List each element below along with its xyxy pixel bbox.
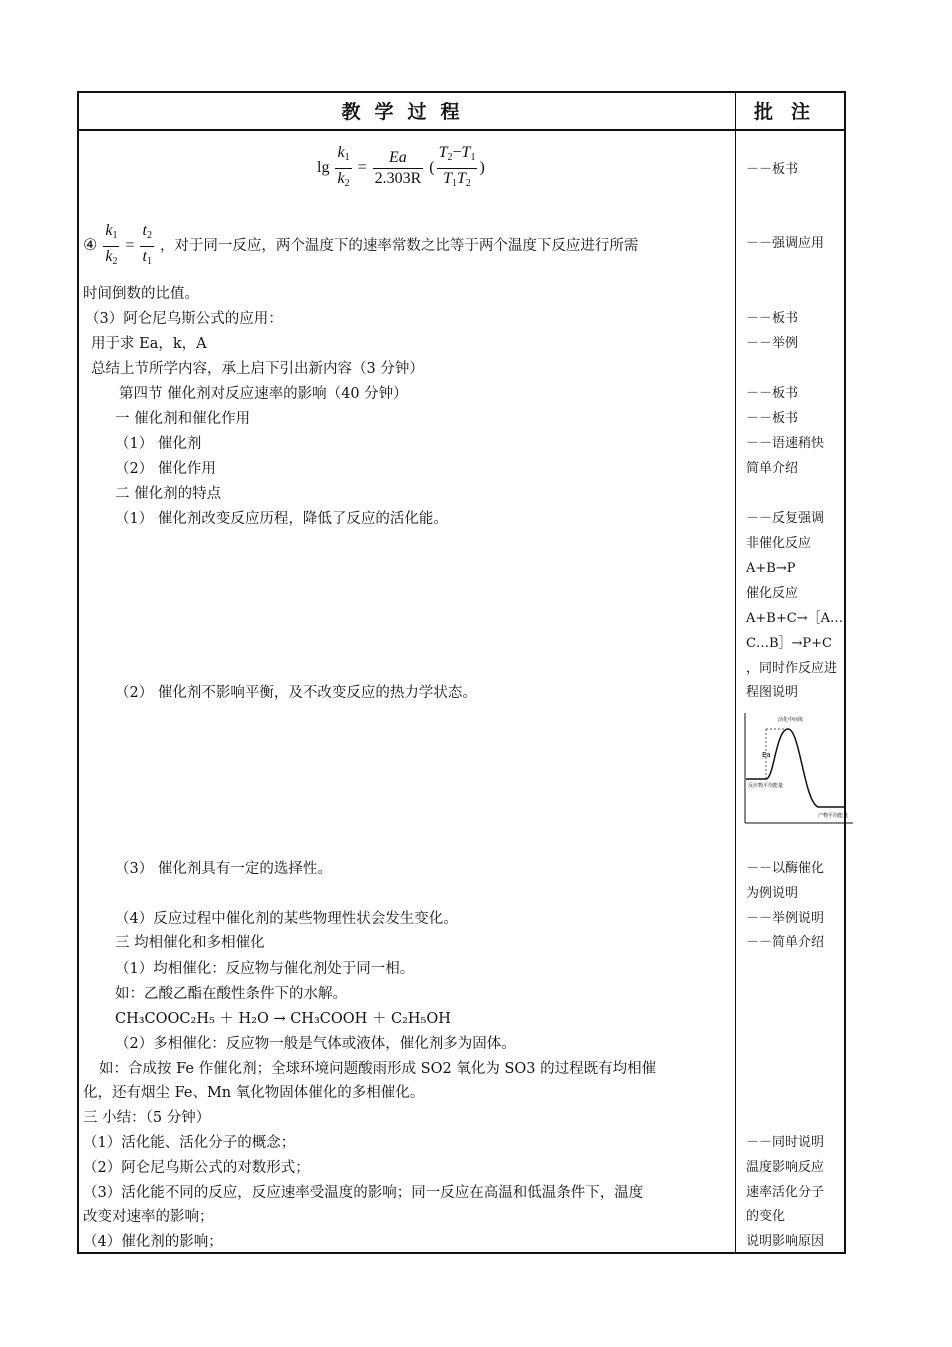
note-line: －－板书 xyxy=(746,311,799,326)
text-line: （1）活化能、活化分子的概念； xyxy=(83,1135,296,1151)
fraction-temperature xyxy=(437,143,478,194)
t2-sub: 2 xyxy=(146,230,152,241)
note-line: －－板书 xyxy=(746,162,799,177)
equals-sign-2: = xyxy=(125,237,135,255)
note-line: A+B→P xyxy=(746,561,796,576)
k2-sub-2: 2 xyxy=(112,256,118,267)
text-line: （2） 催化剂不影响平衡，及不改变反应的热力学状态。 xyxy=(115,685,477,701)
reaction-energy-graph xyxy=(744,711,854,825)
header-divider xyxy=(79,129,844,131)
arrhenius-log-formula xyxy=(317,143,485,194)
t1-num-sub: 1 xyxy=(470,152,476,163)
k2-sub: 2 xyxy=(344,178,350,189)
note-line: A+B+C→［A… xyxy=(746,611,843,626)
right-paren: ) xyxy=(479,159,485,177)
note-line: －－反复强调 xyxy=(746,511,825,526)
note-line: －－以酶催化 xyxy=(746,861,825,876)
note-line: C…B］→P+C xyxy=(746,636,832,651)
fraction-ea xyxy=(373,148,424,189)
text-line: （1） 催化剂 xyxy=(115,436,202,452)
note-line: 温度影响反应 xyxy=(746,1160,825,1175)
header-main: 教学过程 xyxy=(341,101,474,123)
text-line: （4）催化剂的影响； xyxy=(83,1234,223,1250)
t2-symbol: t xyxy=(142,222,147,239)
text-line: 总结上节所学内容，承上启下引出新内容（3 分钟） xyxy=(91,361,424,377)
note-line: 简单介绍 xyxy=(746,461,799,476)
k2-symbol-2: k xyxy=(105,248,113,265)
text-line: （1） 催化剂改变反应历程，降低了反应的活化能。 xyxy=(115,511,448,527)
text-line: 用于求 Ea，k，A xyxy=(91,336,207,352)
t1-den: T xyxy=(443,170,453,187)
fraction-t xyxy=(140,221,153,272)
graph-top-label: 活化中间体 xyxy=(778,717,804,723)
ea-denominator: 2.303R xyxy=(374,170,422,187)
minus-sign: − xyxy=(452,144,462,161)
text-line: 如：乙酸乙酯在酸性条件下的水解。 xyxy=(115,986,347,1002)
k1-symbol: k xyxy=(337,144,345,161)
lesson-table xyxy=(77,91,849,1254)
formula2-text: ，对于同一反应，两个温度下的速率常数之比等于两个温度下反应进行所需 xyxy=(159,238,639,255)
t2-num-sub: 2 xyxy=(447,152,453,163)
rate-ratio-formula xyxy=(83,221,638,272)
circle-four: ④ xyxy=(83,237,98,255)
text-line: 第四节 催化剂对反应速率的影响（40 分钟） xyxy=(119,386,408,402)
fraction-k xyxy=(103,221,119,272)
text-line: （2）阿仑尼乌斯公式的对数形式； xyxy=(83,1160,310,1176)
text-line: （3）活化能不同的反应，反应速率受温度的影响；同一反应在高温和低温条件下，温度 xyxy=(83,1185,644,1201)
t2-den: T xyxy=(457,170,466,187)
text-line: （1）均相催化：反应物与催化剂处于同一相。 xyxy=(115,961,415,977)
note-line: －－同时说明 xyxy=(746,1135,825,1150)
graph-left-label: 反应物平均能量 xyxy=(748,783,784,789)
text-line: （2） 催化作用 xyxy=(115,461,216,477)
ea-symbol: Ea xyxy=(389,149,407,166)
note-line: －－简单介绍 xyxy=(746,935,825,950)
k1-sub-2: 1 xyxy=(112,230,118,241)
t1-den-sub: 1 xyxy=(452,178,458,189)
note-line: 速率活化分子 xyxy=(746,1185,825,1200)
header-note: 批注 xyxy=(753,101,828,123)
t2-den-sub: 2 xyxy=(465,178,471,189)
text-line: 一 催化剂和催化作用 xyxy=(115,411,251,427)
energy-curve xyxy=(746,729,844,807)
formula-lg: lg xyxy=(317,159,330,177)
t1-sub: 1 xyxy=(146,256,152,267)
text-line: 三 小结：（5 分钟） xyxy=(83,1110,211,1126)
fraction-k1-k2 xyxy=(335,143,351,194)
note-line: －－举例 xyxy=(746,336,799,351)
note-line: －－强调应用 xyxy=(746,236,825,251)
text-line: 三 均相催化和多相催化 xyxy=(115,935,265,951)
text-line: （3）阿仑尼乌斯公式的应用： xyxy=(85,311,283,327)
t2-num: T xyxy=(438,144,448,161)
text-line: 时间倒数的比值。 xyxy=(83,286,199,302)
t1-symbol: t xyxy=(142,248,147,265)
note-line: －－举例说明 xyxy=(746,911,825,926)
note-line: 非催化反应 xyxy=(746,536,812,551)
graph-right-label: 产物平均能量 xyxy=(818,813,849,819)
note-line: －－板书 xyxy=(746,411,799,426)
note-line: 程图说明 xyxy=(746,685,799,700)
note-line: ，同时作反应进 xyxy=(746,661,838,676)
graph-ea-label: Ea xyxy=(762,751,771,759)
text-line: 化，还有烟尘 Fe、Mn 氧化物固体催化的多相催化。 xyxy=(83,1085,425,1101)
text-line: （2）多相催化：反应物一般是气体或液体，催化剂多为固体。 xyxy=(115,1036,516,1052)
k2-symbol: k xyxy=(337,170,345,187)
text-line: 如：合成按 Fe 作催化剂；全球环境问题酸雨形成 SO2 氧化为 SO3 的过程既有均相催 xyxy=(99,1061,657,1077)
note-line: －－语速稍快 xyxy=(746,436,825,451)
text-line: 二 催化剂的特点 xyxy=(115,486,222,502)
k1-sub: 1 xyxy=(344,152,350,163)
t1-num: T xyxy=(461,144,471,161)
note-line: 为例说明 xyxy=(746,886,799,901)
note-line: 催化反应 xyxy=(746,586,799,601)
equals-sign: = xyxy=(357,159,367,177)
column-divider xyxy=(735,93,736,1252)
k1-symbol-2: k xyxy=(105,222,113,239)
text-line: （3） 催化剂具有一定的选择性。 xyxy=(115,861,332,877)
note-line: 的变化 xyxy=(746,1209,786,1224)
chemical-equation: CH₃COOC₂H₅ ＋ H₂O → CH₃COOH ＋ C₂H₅OH xyxy=(115,1011,451,1027)
note-line: 说明影响原因 xyxy=(746,1234,825,1249)
note-line: －－板书 xyxy=(746,386,799,401)
text-line: 改变对速率的影响； xyxy=(83,1209,214,1225)
left-paren: ( xyxy=(429,159,435,177)
text-line: （4）反应过程中催化剂的某些物理性状会发生变化。 xyxy=(115,911,458,927)
